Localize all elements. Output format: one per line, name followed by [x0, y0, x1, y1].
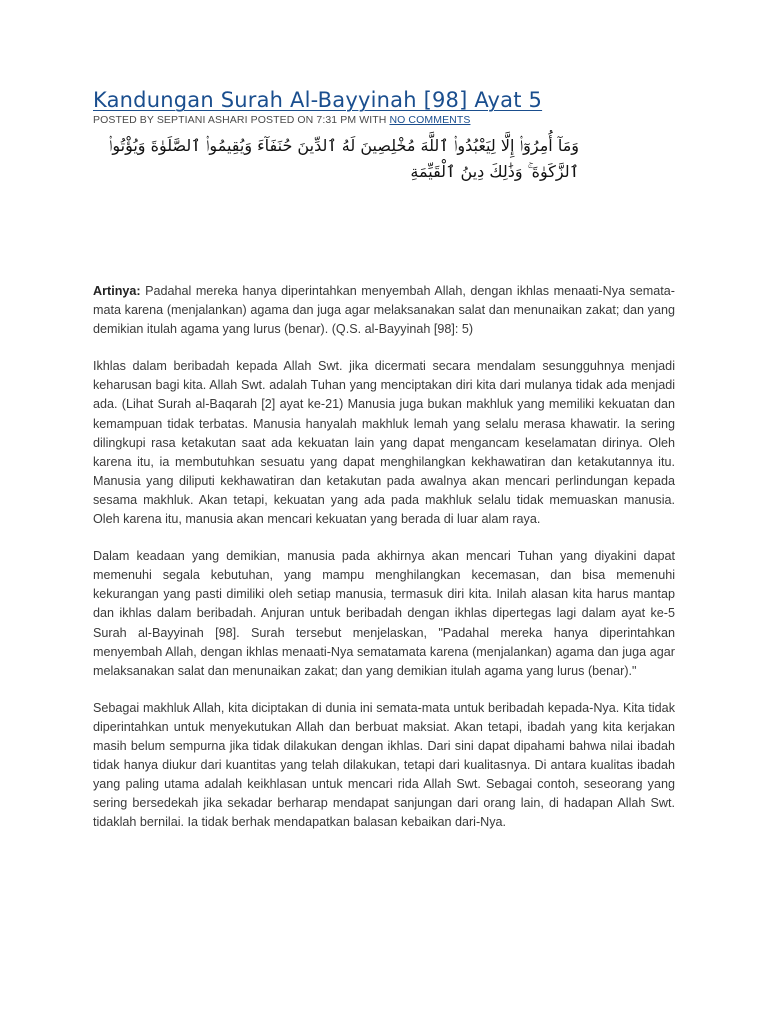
- paragraph-2: Ikhlas dalam beribadah kepada Allah Swt. jika dicermati secara mendalam sesungguhnya menjadi keharusan bagi kita. Allah Swt. adalah Tuhan yang menciptakan diri kita dari mulanya tidak ada menjadi ada. (Lihat Surah al-Baqarah [2] ayat ke-21) Manusia juga bukan makhluk yang memiliki kekuatan dan kemampuan tidak terbatas. Manusia hanyalah makhluk lemah yang selalu merasa khawatir. Ia sering dilingkupi rasa ketakutan saat ada kekuatan lain yang dapat mengancam keselamatan dirinya. Oleh karena itu, ia membutuhkan sesuatu yang dapat menghilangkan kekhawatiran dan ketakutannya itu. Manusia yang diliputi kekhawatiran dan ketakutan pada awalnya akan mencari perlindungan kepada sesama makhluk. Akan tetapi, kekuatan yang ada pada makhluk selalu tidak memuaskan manusia. Oleh karena itu, manusia akan mencari kekuatan yang berada di luar alam raya.: [93, 359, 675, 527]
- post-meta: [93, 114, 675, 127]
- artinya-label: Artinya:: [93, 284, 141, 298]
- arabic-verse: وَمَآ أُمِرُوٓا۟ إِلَّا لِيَعْبُدُوا۟ ٱللَّهَ مُخْلِصِينَ لَهُ ٱلدِّينَ حُنَفَآءَ وَيُقِيمُوا۟ ٱلصَّلَوٰةَ وَيُؤْتُوا۟ ٱلزَّكَوٰةَ ۚ وَذَٰلِكَ دِينُ ٱلْقَيِّمَةِ: [108, 136, 579, 181]
- no-comments-link[interactable]: NO COMMENTS: [389, 114, 471, 126]
- post-title-link[interactable]: Kandungan Surah Al-Bayyinah [98] Ayat 5: [93, 88, 543, 112]
- paragraph-4: Sebagai makhluk Allah, kita diciptakan di dunia ini semata-mata untuk beribadah kepada-Nya. Kita tidak diperintahkan untuk menyekutukan Allah dan berbuat maksiat. Akan tetapi, ibadah yang kita kerjakan masih belum sempurna jika tidak dilakukan dengan ikhlas. Dari sini dapat dipahami bahwa nilai ibadah tidak hanya diukur dari kuantitas yang telah dilakukan, tetapi dari kualitasnya. Di antara kualitas ibadah yang paling utama adalah keikhlasan untuk mencari rida Allah Swt. Sebagai contoh, seseorang yang sering bersedekah jika sekadar berharap mendapat sanjungan dari orang lain, di hadapan Allah Swt. tidaklah bernilai. Ia tidak berhak mendapatkan balasan kebaikan dari-Nya.: [93, 700, 675, 830]
- artinya-text: Padahal mereka hanya diperintahkan menyembah Allah, dengan ikhlas menaati-Nya semata-mata karena (menjalankan) agama dan juga agar melaksanakan salat dan menunaikan zakat; dan yang demikian itulah agama yang lurus (benar). (Q.S. al-Bayyinah [98]: 5): [93, 284, 675, 337]
- post-meta-text: POSTED BY SEPTIANI ASHARI POSTED ON 7:31 PM WITH: [93, 114, 390, 126]
- paragraph-3: Dalam keadaan yang demikian, manusia pada akhirnya akan mencari Tuhan yang diyakini dapat memenuhi segala kebutuhan, yang mampu menghilangkan kecemasan, dan bisa memenuhi kekurangan yang pasti dimiliki oleh setiap manusia, termasuk diri kita. Inilah alasan kita harus mantap dan ikhlas dalam beribadah. Anjuran untuk beribadah dengan ikhlas dipertegas lagi dalam ayat ke-5 Surah al-Bayyinah [98]. Surah tersebut menjelaskan, "Padahal mereka hanya diperintahkan menyembah Allah, dengan ikhlas menaati-Nya sematamata karena (menjalankan) agama dan juga agar melaksanakan salat dan menunaikan zakat; dan yang demikian itulah agama yang lurus (benar).": [93, 549, 675, 678]
- post-body: [93, 282, 675, 850]
- paragraph-artinya: [93, 282, 675, 339]
